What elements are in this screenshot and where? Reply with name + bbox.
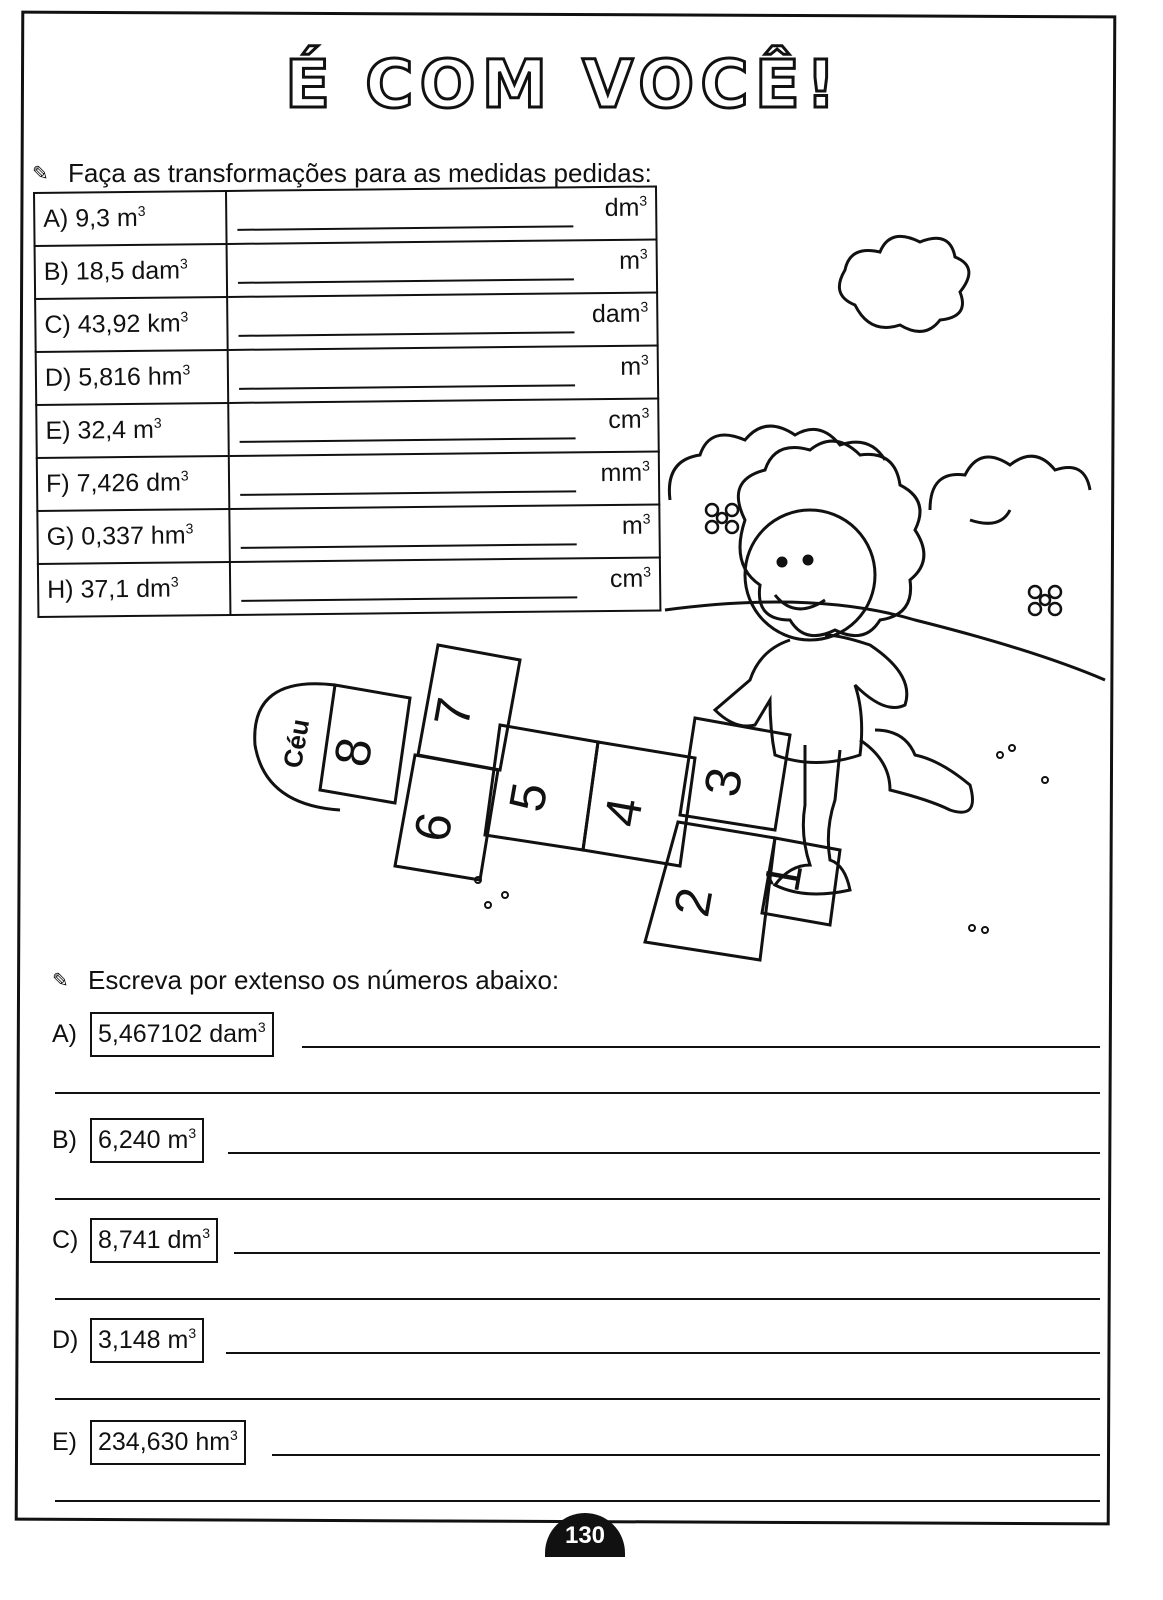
row-letter: E) xyxy=(45,416,71,445)
writing-line[interactable] xyxy=(55,1398,1100,1400)
number-item xyxy=(52,1420,246,1465)
pencil-icon: ✎ xyxy=(52,970,69,992)
target-unit: $mm^3$ xyxy=(600,457,650,488)
target-unit: $m^3$ xyxy=(620,351,649,381)
conversion-label: H) 37,1 $dm^3$ xyxy=(38,562,231,617)
row-value: 32,4 m xyxy=(77,415,155,445)
item-letter: E) xyxy=(52,1428,77,1456)
row-value: 9,3 m xyxy=(75,203,138,233)
item-letter: C) xyxy=(52,1226,79,1254)
hopscotch-number-1: 1 xyxy=(753,858,814,896)
pebbles xyxy=(475,745,1048,933)
pencil-icon: ✎ xyxy=(32,163,49,185)
writing-line[interactable] xyxy=(55,1092,1100,1094)
row-letter: C) xyxy=(44,310,71,339)
instruction-1-text: Faça as transformações para as medidas pedidas: xyxy=(68,158,652,188)
hopscotch-number-2: 2 xyxy=(663,883,724,921)
hopscotch-number-3: 3 xyxy=(693,763,754,801)
writing-line[interactable] xyxy=(55,1298,1100,1300)
row-letter: G) xyxy=(46,522,75,551)
instruction-2-text: Escreva por extenso os números abaixo: xyxy=(88,965,560,995)
bushes xyxy=(669,426,1090,523)
item-letter: A) xyxy=(52,1020,77,1048)
conversion-label: G) 0,337 $hm^3$ xyxy=(37,509,230,564)
writing-line[interactable] xyxy=(272,1454,1100,1456)
conversion-label: A) 9,3 $m^3$ xyxy=(34,191,227,246)
number-item xyxy=(52,1218,218,1263)
hopscotch-numbers xyxy=(277,693,813,920)
hopscotch-number-7: 7 xyxy=(423,693,484,731)
hopscotch-number-6: 6 xyxy=(403,808,464,846)
page-number: 130 xyxy=(545,1513,625,1557)
conversion-label: B) 18,5 dam$^3$ xyxy=(35,244,228,299)
target-unit: dam$^3$ xyxy=(591,298,649,329)
target-unit: $cm^3$ xyxy=(608,404,650,434)
row-letter: D) xyxy=(44,363,72,392)
number-box: 5,467102 dam$^3$ xyxy=(90,1012,274,1057)
number-item xyxy=(52,1012,274,1057)
hopscotch-number-4: 4 xyxy=(593,793,654,831)
writing-line[interactable] xyxy=(234,1252,1100,1254)
page-title: É COM VOCÊ! xyxy=(285,46,842,123)
flower-icon xyxy=(706,504,738,533)
row-letter: F) xyxy=(45,469,70,498)
conversion-label: C) 43,92 $km^3$ xyxy=(35,297,228,352)
target-unit: $cm^3$ xyxy=(609,563,652,593)
girl-leg-raised xyxy=(860,730,973,812)
row-value: 43,92 km xyxy=(77,309,181,339)
item-letter: D) xyxy=(52,1326,79,1354)
conversion-label: F) 7,426 $dm^3$ xyxy=(37,456,230,511)
row-value: 0,337 hm xyxy=(81,521,186,551)
writing-line[interactable] xyxy=(55,1198,1100,1200)
girl-hair xyxy=(738,441,924,636)
row-value: 18,5 dam xyxy=(75,256,181,286)
conversion-label: D) 5,816 $hm^3$ xyxy=(36,350,229,405)
flower-icon xyxy=(1029,586,1061,615)
number-box: 234,630 $hm^3$ xyxy=(90,1420,246,1465)
conversion-label: E) 32,4 $m^3$ xyxy=(36,403,229,458)
row-letter: B) xyxy=(43,257,69,286)
cloud-icon xyxy=(839,236,969,331)
number-item xyxy=(52,1118,204,1163)
item-letter: B) xyxy=(52,1126,77,1154)
writing-line[interactable] xyxy=(302,1046,1100,1048)
writing-line[interactable] xyxy=(226,1352,1100,1354)
target-unit: $m^3$ xyxy=(621,510,651,540)
number-box: 3,148 $m^3$ xyxy=(90,1318,204,1363)
hopscotch-number-8: 8 xyxy=(323,733,384,771)
number-item xyxy=(52,1318,204,1363)
girl-face xyxy=(745,510,875,640)
hopscotch-number-5: 5 xyxy=(498,778,559,816)
hopscotch-label-ceu: Céu xyxy=(277,716,316,771)
row-value: 37,1 dm xyxy=(80,574,171,604)
row-value: 5,816 hm xyxy=(78,362,183,392)
instruction-2 xyxy=(52,965,559,996)
girl-body xyxy=(715,635,907,763)
target-unit: $m^3$ xyxy=(618,245,648,275)
row-value: 7,426 dm xyxy=(76,468,182,498)
writing-line[interactable] xyxy=(228,1152,1100,1154)
number-box: 6,240 $m^3$ xyxy=(90,1118,204,1163)
target-unit: $dm^3$ xyxy=(604,192,648,223)
number-box: 8,741 $dm^3$ xyxy=(90,1218,218,1263)
writing-line[interactable] xyxy=(55,1500,1100,1502)
row-letter: A) xyxy=(43,204,69,233)
row-letter: H) xyxy=(47,575,74,604)
